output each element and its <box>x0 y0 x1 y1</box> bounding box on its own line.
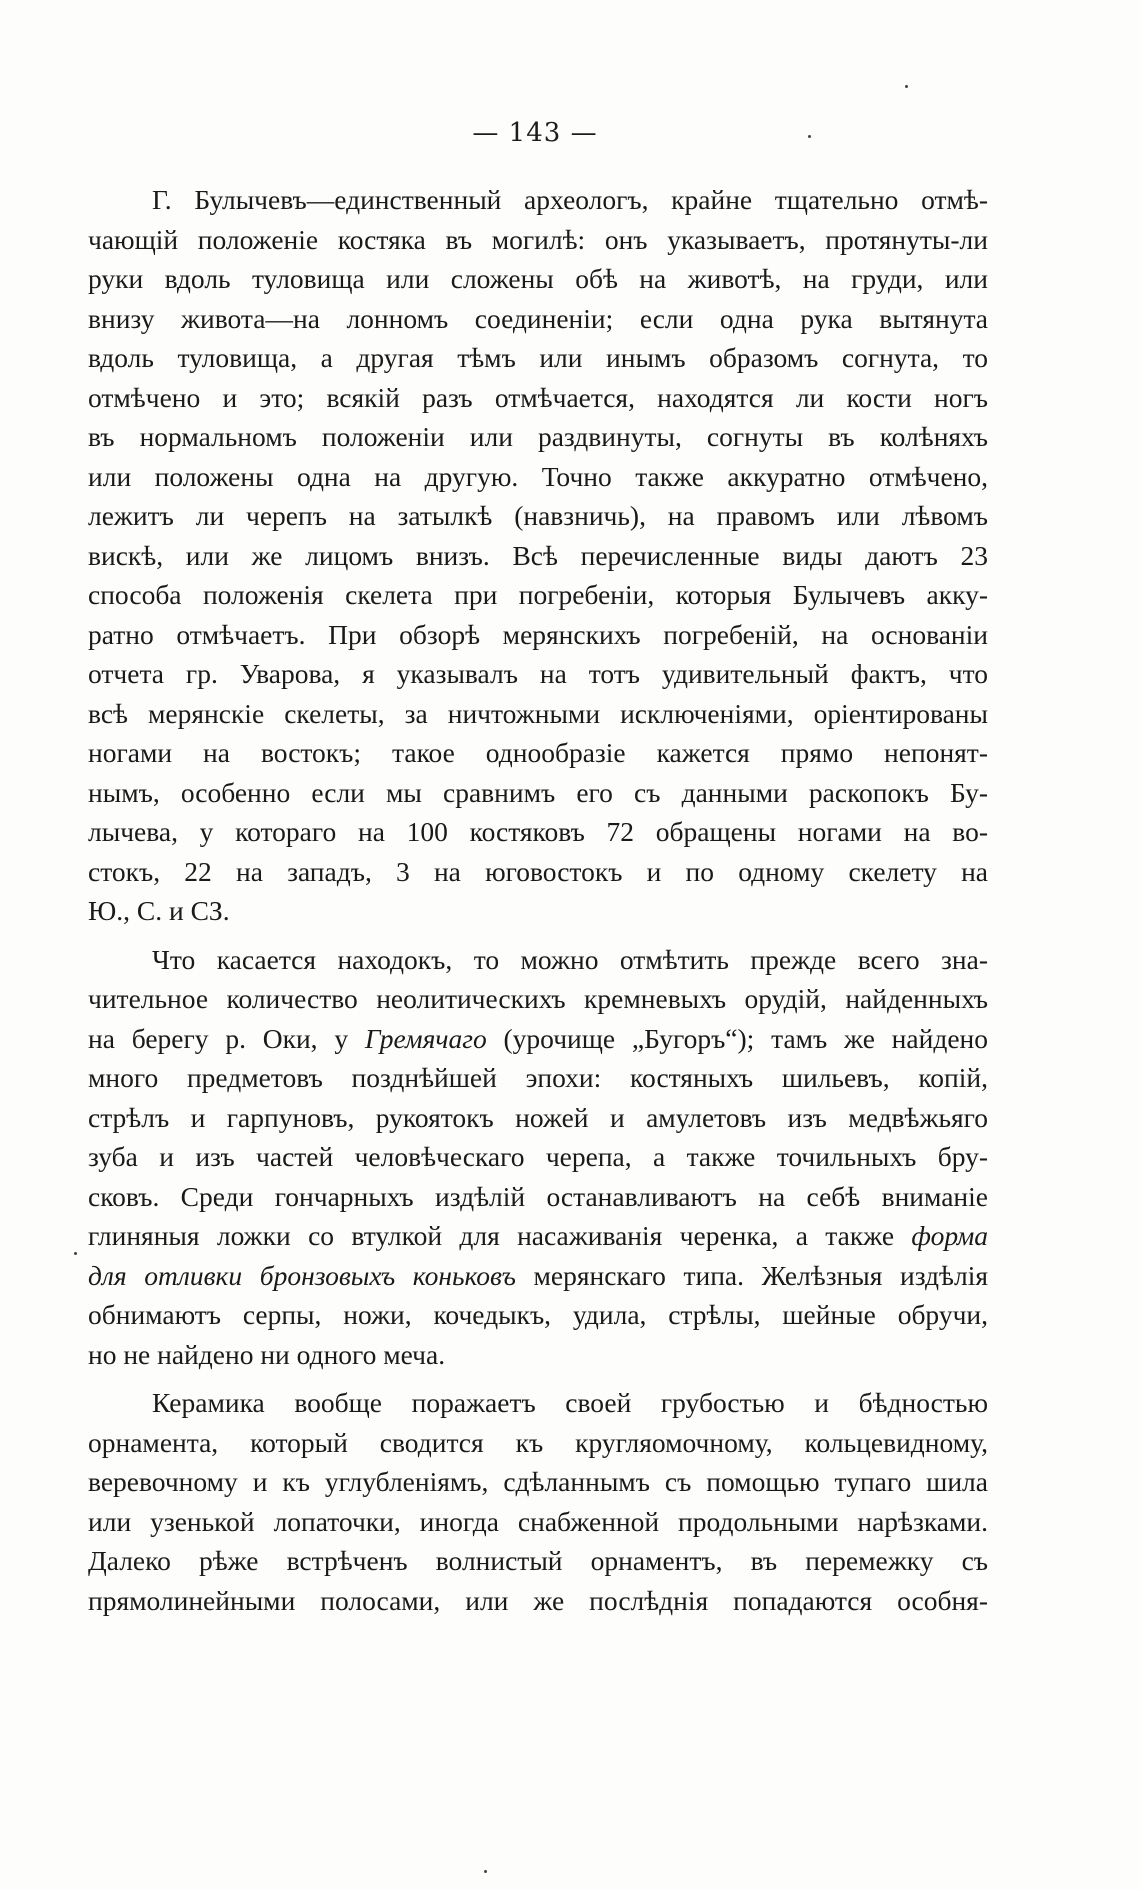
print-speck <box>905 85 908 88</box>
text-line-mixed <box>88 1019 988 1059</box>
text-line: веревочному и къ углубленіямъ, сдѣланнымъ съ помощью тупаго шила <box>88 1466 988 1497</box>
text-line: нымъ, особенно если мы сравнимъ его съ данными раскопокъ Бу- <box>88 776 988 808</box>
text-line: руки вдоль туловища или сложены обѣ на животѣ, на груди, или <box>88 263 988 294</box>
text-line-mixed <box>88 1256 988 1296</box>
text-line: или узенькой лопаточки, иногда снабженной продольными нарѣзками. <box>88 1505 988 1537</box>
text-segment: глиняныя ложки со втулкой для насаживанія черенка, а также <box>88 1220 912 1251</box>
paragraph-3 <box>88 1383 988 1620</box>
italic-phrase: форма <box>911 1220 988 1251</box>
text-line: прямолинейными полосами, или же послѣднія попадаются особня- <box>88 1584 988 1616</box>
text-segment: на берегу р. Оки, у <box>88 1022 365 1054</box>
text-line: ратно отмѣчаетъ. При обзорѣ мерянскихъ погребеній, на основаніи <box>88 618 988 650</box>
text-line: въ нормальномъ положеніи или раздвинуты, согнуты въ колѣняхъ <box>88 421 988 452</box>
print-speck <box>74 1252 77 1255</box>
text-line: способа положенія скелета при погребеніи, которыя Булычевъ акку- <box>88 579 988 610</box>
text-line: сковъ. Среди гончарныхъ издѣлій останавливаютъ на себѣ вниманіе <box>88 1180 988 1212</box>
text-line: вискѣ, или же лицомъ внизъ. Всѣ перечисленные виды даютъ 23 <box>88 539 988 571</box>
paragraph-1 <box>88 180 988 931</box>
text-line: внизу живота—на лонномъ соединеніи; если одна рука вытянута <box>88 302 988 334</box>
print-speck <box>808 135 811 138</box>
print-speck <box>484 1870 487 1873</box>
text-line: много предметовъ позднѣйшей эпохи: костяныхъ шильевъ, копій, <box>88 1062 988 1093</box>
text-segment: (урочище „Бугоръ“); тамъ же найдено <box>486 1022 988 1054</box>
italic-phrase: для отливки бронзовыхъ коньковъ <box>88 1259 516 1291</box>
text-line: отмѣчено и это; всякій разъ отмѣчается, находятся ли кости ногъ <box>88 381 988 413</box>
text-line: или положены одна на другую. Точно также аккуратно отмѣчено, <box>88 460 988 492</box>
paragraph-2 <box>88 940 988 1375</box>
text-line: лежитъ ли черепъ на затылкѣ (навзничь), на правомъ или лѣвомъ <box>88 500 988 531</box>
text-line: стрѣлъ и гарпуновъ, рукоятокъ ножей и амулетовъ изъ медвѣжьяго <box>88 1101 988 1133</box>
text-line: лычева, у котораго на 100 костяковъ 72 обращены ногами на во- <box>88 816 988 847</box>
text-line-mixed <box>88 1216 988 1256</box>
text-line: стокъ, 22 на западъ, 3 на юговостокъ и по одному скелету на <box>88 855 988 887</box>
text-line: но не найдено ни одного меча. <box>88 1338 446 1370</box>
italic-place-name: Гремячаго <box>364 1022 487 1054</box>
text-line: Ю., С. и СЗ. <box>88 895 230 926</box>
text-line: вдоль туловища, а другая тѣмъ или инымъ образомъ согнута, то <box>88 342 988 373</box>
text-line: ногами на востокъ; такое однообразіе кажется прямо непонят- <box>88 737 988 768</box>
text-line: Г. Булычевъ—единственный археологъ, крайне тщательно отмѣ- <box>152 184 988 215</box>
text-segment: мерянскаго типа. Желѣзныя издѣлія <box>515 1259 988 1291</box>
text-line: отчета гр. Уварова, я указывалъ на тотъ удивительный фактъ, что <box>88 658 988 689</box>
body-text <box>88 180 988 1620</box>
text-line: чающій положеніе костяка въ могилѣ: онъ указываетъ, протянуты-ли <box>88 223 988 255</box>
text-line: чительное количество неолитическихъ кремневыхъ орудій, найденныхъ <box>88 983 988 1014</box>
page-number: — 143 — <box>472 118 598 148</box>
text-line: Керамика вообще поражаетъ своей грубостью и бѣдностью <box>152 1387 988 1418</box>
text-line: Далеко рѣже встрѣченъ волнистый орнаментъ, въ перемежку съ <box>88 1545 988 1576</box>
text-line: обнимаютъ серпы, ножи, кочедыкъ, удила, стрѣлы, шейные обручи, <box>88 1299 988 1330</box>
text-line: всѣ мерянскіе скелеты, за ничтожными исключеніями, оріентированы <box>88 697 988 729</box>
text-line: зуба и изъ частей человѣческаго черепа, а также точильныхъ бру- <box>88 1141 988 1172</box>
text-line: Что касается находокъ, то можно отмѣтить прежде всего зна- <box>152 943 988 975</box>
text-line: орнамента, который сводится къ кругляомочному, кольцевидному, <box>88 1426 988 1458</box>
